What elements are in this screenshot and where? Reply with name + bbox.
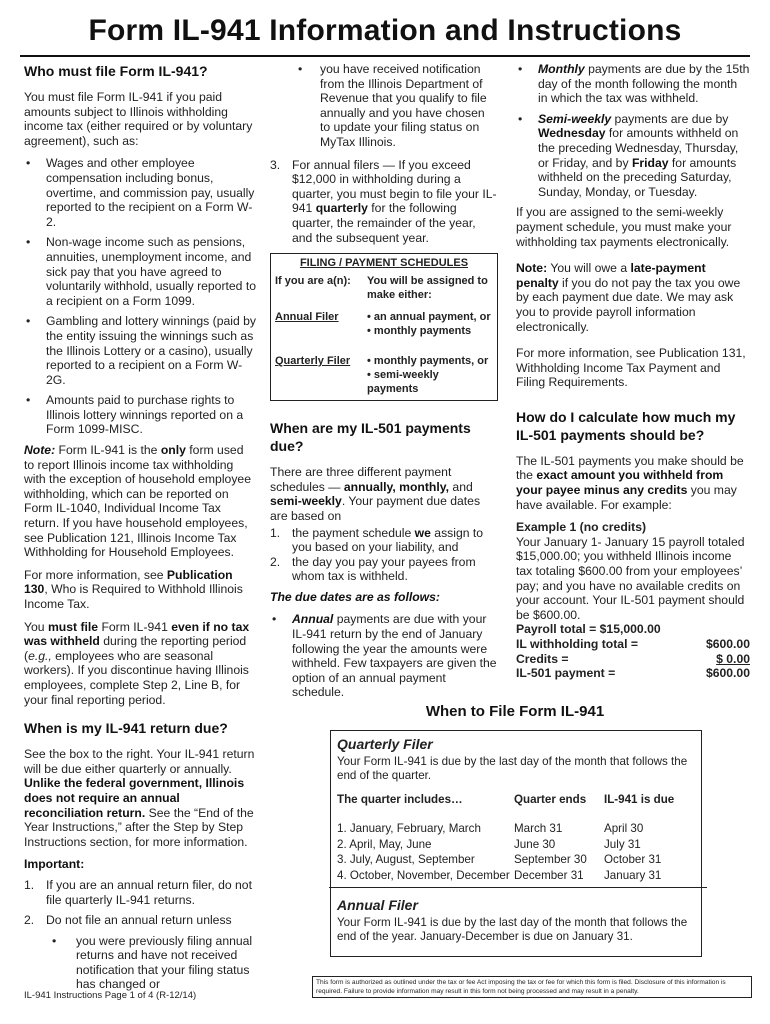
payroll-total: Payroll total = $15,000.00 (516, 622, 661, 637)
quarterly-filer-heading: Quarterly Filer (337, 736, 433, 752)
title-rule (20, 55, 750, 57)
page-footer: IL-941 Instructions Page 1 of 4 (R-12/14) (24, 990, 197, 1001)
payment-schedule-list (516, 62, 750, 199)
when-to-file-title: When to File Form IL-941 (425, 703, 605, 720)
late-penalty-note: Note: You will owe a late-payment penalty if you do not pay the tax you owe by each payment due date. We may ask you to provide payroll information electronically. (516, 261, 741, 334)
list-item: 2. Do not file an annual return unless (24, 913, 232, 928)
table-row: 1. January, February, March March 31 April 30 (337, 822, 644, 835)
table-row: 2. April, May, June June 30 July 31 (337, 837, 641, 851)
quarterly-filer-desc: Your Form IL-941 is due by the last day of the month that follows the end of the quarter. (337, 755, 688, 782)
list-item: • Non-wage income such as pensions, annuities, unemployment income, and sick pay that you have agreed to voluntarily withhold, usually reported to a recipient on a Form 1099. (24, 235, 256, 308)
table-row: Quarterly Filer • monthly payments, or • semi-weekly payments (275, 355, 489, 396)
list-item: • Semi-weekly payments are due by Wednesday for amounts withheld on the preceding Wednesday, Thursday, or Friday, and by Friday for amounts withheld on the preceding Saturday, Sunday, Monday, or Tuesday. (516, 112, 750, 200)
annual-filer-desc: Your Form IL-941 is due by the last day of the month that follows the end of the year. January-December is due on January 31. (337, 916, 688, 943)
more-info-paragraph: For more information, see Publication 130, Who is Required to Withhold Illinois Income Tax. (24, 567, 243, 611)
list-item: • Wages and other employee compensation including bonus, overtime, and commission pay, usually reported to the recipient on a Form W-2. (24, 156, 256, 229)
heading-who-must-file: Who must file Form IL-941? (24, 63, 208, 79)
withholding-total-row: IL withholding total = $600.00 (516, 637, 750, 651)
must-file-paragraph: You must file Form IL-941 even if no tax was withheld during the reporting period (e.g., employees who are seasonal workers). If you discontinue having Illinois employees, complete Step 2, Line B, for your final reporting period. (24, 619, 250, 707)
filing-payment-schedules-table (270, 253, 498, 401)
sub-list (24, 934, 256, 992)
intro-paragraph: You must file Form IL-941 if you paid amounts subject to Illinois withholding income tax (either required or by voluntary agreement), such as: (24, 90, 253, 148)
table-row: If you are a(n): You will be assigned to make either: (275, 275, 488, 302)
list-item: 1. the payment schedule we assign to you based on your liability, and (270, 525, 484, 555)
based-on-list (270, 526, 498, 584)
list-item: • Gambling and lottery winnings (paid by the entity issuing the winnings such as the Illinois Lottery or a casino), usually reported to a recipient on a Form W-2G. (24, 314, 256, 387)
list-item: • you were previously filing annual returns and have not received notification that your filing status has changed or (24, 934, 256, 992)
heading-calculate: How do I calculate how much my IL-501 payments should be? (516, 408, 736, 443)
column-2 (270, 62, 498, 706)
column-3 (516, 62, 750, 681)
payment-row: IL-501 payment = $600.00 (516, 666, 750, 681)
income-types-list (24, 156, 256, 437)
electronic-payment-paragraph: If you are assigned to the semi-weekly payment schedule, you must make your withholding tax payments electronically. (516, 205, 732, 249)
table-row: Annual Filer • an annual payment, or • monthly payments (275, 311, 491, 338)
quarter-table-header: The quarter includes… Quarter ends IL-941 is due (337, 793, 675, 806)
list-item: • you have received notification from the Illinois Department of Revenue that you qualify to file annually and you have chosen to update your filing status on MyTax Illinois. (270, 62, 498, 150)
sub-list (270, 62, 498, 150)
due-dates-label: The due dates are as follows: (270, 589, 440, 604)
important-list (24, 878, 256, 928)
list-item: • Amounts paid to purchase rights to Illinois lottery winnings reported on a Form 1099-MISC. (24, 393, 256, 437)
three-schedules-paragraph: There are three different payment schedules — annually, monthly, and semi-weekly. Your payment due dates are based on (270, 465, 481, 523)
important-label: Important: (24, 857, 85, 872)
example-title: Example 1 (no credits) (516, 520, 647, 535)
list-item: • Monthly payments are due by the 15th day of the month following the month in which the tax was withheld. (516, 62, 750, 106)
list-item: • Annual payments are due with your IL-941 return by the end of January following the year the amounts were withheld. Few taxpayers are given the option of an annual payment schedule. (270, 612, 498, 700)
annual-filer-heading: Annual Filer (337, 897, 418, 913)
list-item: 1. If you are an annual return filer, do not file quarterly IL-941 returns. (24, 877, 252, 907)
due-paragraph: See the box to the right. Your IL-941 return will be due either quarterly or annually. Unlike the federal government, Illinois does not require an annual reconciliation return. See the “End of the Year Instructions,” after the Step by Step Instructions section, for more information. (24, 747, 255, 849)
credits-row: Credits = $ 0.00 (516, 651, 750, 666)
note-paragraph: Note: Form IL-941 is the only form used to report Illinois income tax withholding with the exception of household employee withholding, which can be reported on Form IL-1040, Individual Income Tax return. If you have household employees, see Publication 121, Illinois Income Tax Withholding for Household Employees. (24, 443, 251, 560)
annual-filer-list (270, 158, 498, 246)
list-item: 3. For annual filers — If you exceed $12,000 in withholding during a quarter, you must begin to file your IL-941 quarterly for the following quarter, the remainder of the year, and the subsequent year. (270, 157, 497, 245)
calculate-paragraph: The IL-501 payments you make should be the exact amount you withheld from your payee minus any credits you may have available. For example: (516, 453, 744, 512)
table-row: 4. October, November, December December 31 January 31 (337, 868, 662, 882)
schedules-title: FILING / PAYMENT SCHEDULES (299, 257, 469, 270)
example-text: Your January 1- January 15 payroll totaled $15,000.00; you withheld Illinois income tax totaling $600.00 from your employees’ pay; and you have no available credits on your account. Your IL-501 payment should be $600.00. (516, 534, 745, 622)
column-1 (24, 62, 256, 998)
more-info-paragraph: For more information, see Publication 131, Withholding Income Tax Payment and Filing Requirements. (516, 346, 746, 390)
heading-return-due: When is my IL-941 return due? (24, 720, 228, 737)
when-to-file-box (330, 730, 702, 957)
list-item: 2. the day you pay your payees from whom tax is withheld. (270, 554, 476, 584)
table-row: 3. July, August, September September 30 October 31 (337, 853, 662, 866)
payment-schedule-list (270, 612, 498, 700)
page-title: Form IL-941 Information and Instructions (88, 14, 682, 47)
disclosure-notice: This form is authorized as outlined under the tax or fee Act imposing the tax or fee for which this form is filed. Disclosure of this information is required. Failure to provide information may result in this form not being processed and may result in a penalty. (312, 976, 752, 998)
heading-il501-due: When are my IL-501 payments due? (270, 420, 471, 455)
box-divider (329, 887, 707, 888)
